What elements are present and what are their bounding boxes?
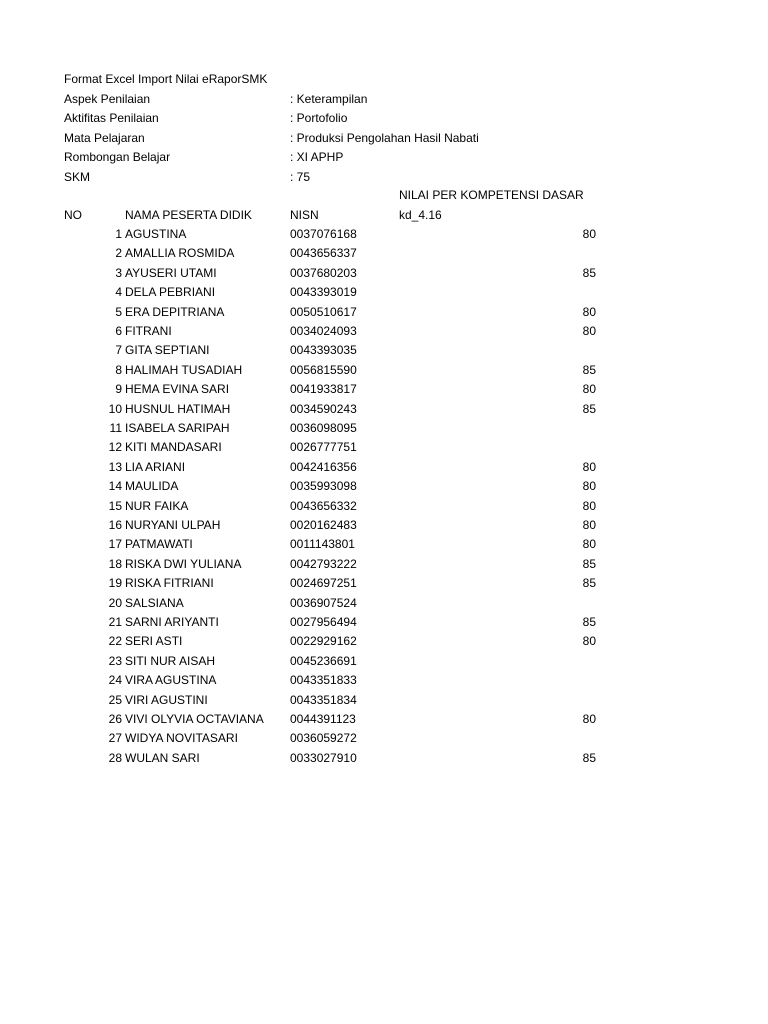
student-nisn: 0027956494 [290, 615, 357, 629]
row-number: 28 [108, 751, 122, 765]
student-name: SERI ASTI [125, 634, 183, 648]
student-name: PATMAWATI [125, 537, 193, 551]
kd-score: 85 [582, 363, 596, 377]
row-number: 17 [108, 537, 122, 551]
student-nisn: 0050510617 [290, 305, 357, 319]
student-name: WIDYA NOVITASARI [125, 731, 238, 745]
student-name: VIRA AGUSTINA [125, 673, 217, 687]
row-number: 19 [108, 576, 122, 590]
student-name: AYUSERI UTAMI [125, 266, 217, 280]
student-name: SITI NUR AISAH [125, 654, 216, 668]
row-number: 6 [115, 324, 122, 338]
student-name: DELA PEBRIANI [125, 285, 216, 299]
student-nisn: 0043393019 [290, 285, 357, 299]
kd-score: 80 [582, 537, 596, 551]
field-value-rombel: : XI APHP [290, 150, 344, 164]
student-name: AGUSTINA [125, 227, 187, 241]
student-name: VIVI OLYVIA OCTAVIANA [125, 712, 264, 726]
student-nisn: 0034024093 [290, 324, 357, 338]
student-name: LIA ARIANI [125, 460, 186, 474]
row-number: 20 [108, 596, 122, 610]
kd-score: 85 [582, 402, 596, 416]
field-value-mapel: : Produksi Pengolahan Hasil Nabati [290, 131, 479, 145]
row-number: 16 [108, 518, 122, 532]
student-nisn: 0045236691 [290, 654, 357, 668]
student-nisn: 0036059272 [290, 731, 357, 745]
row-number: 2 [115, 246, 122, 260]
student-nisn: 0024697251 [290, 576, 357, 590]
row-number: 13 [108, 460, 122, 474]
student-name: WULAN SARI [125, 751, 200, 765]
student-name: VIRI AGUSTINI [125, 693, 208, 707]
row-number: 10 [108, 402, 122, 416]
row-number: 24 [108, 673, 122, 687]
row-number: 18 [108, 557, 122, 571]
student-nisn: 0026777751 [290, 440, 357, 454]
kd-score: 80 [582, 499, 596, 513]
row-number: 4 [115, 285, 122, 299]
student-nisn: 0041933817 [290, 382, 357, 396]
field-label-rombel: Rombongan Belajar [64, 150, 171, 164]
row-number: 14 [108, 479, 122, 493]
student-nisn: 0020162483 [290, 518, 357, 532]
student-name: RISKA FITRIANI [125, 576, 214, 590]
student-name: MAULIDA [125, 479, 179, 493]
column-header-no: NO [64, 208, 82, 222]
student-nisn: 0042416356 [290, 460, 357, 474]
kd-score: 80 [582, 460, 596, 474]
field-label-skm: SKM [64, 170, 91, 184]
student-name: SARNI ARIYANTI [125, 615, 219, 629]
student-nisn: 0035993098 [290, 479, 357, 493]
kd-score: 80 [582, 634, 596, 648]
column-header-kd: kd_4.16 [399, 208, 442, 222]
student-nisn: 0037680203 [290, 266, 357, 280]
student-nisn: 0043393035 [290, 343, 357, 357]
student-nisn: 0056815590 [290, 363, 357, 377]
column-header-nisn: NISN [290, 208, 319, 222]
row-number: 12 [108, 440, 122, 454]
student-name: HALIMAH TUSADIAH [125, 363, 243, 377]
student-name: ISABELA SARIPAH [125, 421, 230, 435]
field-value-aktifitas: : Portofolio [290, 111, 348, 125]
kd-score: 80 [582, 227, 596, 241]
kd-score: 80 [582, 305, 596, 319]
student-name: SALSIANA [125, 596, 184, 610]
row-number: 23 [108, 654, 122, 668]
row-number: 21 [108, 615, 122, 629]
student-name: AMALLIA ROSMIDA [125, 246, 235, 260]
row-number: 5 [115, 305, 122, 319]
row-number: 1 [115, 227, 122, 241]
student-nisn: 0034590243 [290, 402, 357, 416]
kd-group-header: NILAI PER KOMPETENSI DASAR [399, 188, 584, 202]
student-nisn: 0022929162 [290, 634, 357, 648]
row-number: 22 [108, 634, 122, 648]
row-number: 11 [109, 421, 122, 435]
row-number: 15 [108, 499, 122, 513]
kd-score: 85 [582, 751, 596, 765]
row-number: 9 [115, 382, 122, 396]
student-name: GITA SEPTIANI [125, 343, 210, 357]
kd-score: 85 [582, 615, 596, 629]
row-number: 26 [108, 712, 122, 726]
row-number: 8 [115, 363, 122, 377]
student-name: RISKA DWI YULIANA [125, 557, 242, 571]
student-nisn: 0043351833 [290, 673, 357, 687]
column-header-name: NAMA PESERTA DIDIK [125, 208, 252, 222]
student-nisn: 0043656332 [290, 499, 357, 513]
student-name: KITI MANDASARI [125, 440, 222, 454]
kd-score: 80 [582, 518, 596, 532]
student-nisn: 0037076168 [290, 227, 357, 241]
student-name: FITRANI [125, 324, 172, 338]
field-label-mapel: Mata Pelajaran [64, 131, 145, 145]
student-name: ERA DEPITRIANA [125, 305, 225, 319]
student-name: NURYANI ULPAH [125, 518, 221, 532]
student-nisn: 0036098095 [290, 421, 357, 435]
kd-score: 80 [582, 324, 596, 338]
document-title: Format Excel Import Nilai eRaporSMK [64, 72, 268, 86]
student-nisn: 0042793222 [290, 557, 357, 571]
student-nisn: 0036907524 [290, 596, 357, 610]
student-nisn: 0043351834 [290, 693, 357, 707]
student-nisn: 0043656337 [290, 246, 357, 260]
kd-score: 80 [582, 382, 596, 396]
field-label-aktifitas: Aktifitas Penilaian [64, 111, 159, 125]
row-number: 3 [115, 266, 122, 280]
row-number: 7 [115, 343, 122, 357]
student-name: HEMA EVINA SARI [125, 382, 230, 396]
kd-score: 85 [582, 576, 596, 590]
field-value-aspek: : Keterampilan [290, 92, 368, 106]
kd-score: 85 [582, 266, 596, 280]
student-name: HUSNUL HATIMAH [125, 402, 231, 416]
field-value-skm: : 75 [290, 170, 311, 184]
field-label-aspek: Aspek Penilaian [64, 92, 151, 106]
student-nisn: 0033027910 [290, 751, 357, 765]
row-number: 25 [108, 693, 122, 707]
kd-score: 85 [582, 557, 596, 571]
student-nisn: 0044391123 [290, 712, 356, 726]
row-number: 27 [108, 731, 122, 745]
kd-score: 80 [582, 712, 596, 726]
student-name: NUR FAIKA [125, 499, 189, 513]
student-nisn: 0011143801 [290, 537, 355, 551]
kd-score: 80 [582, 479, 596, 493]
